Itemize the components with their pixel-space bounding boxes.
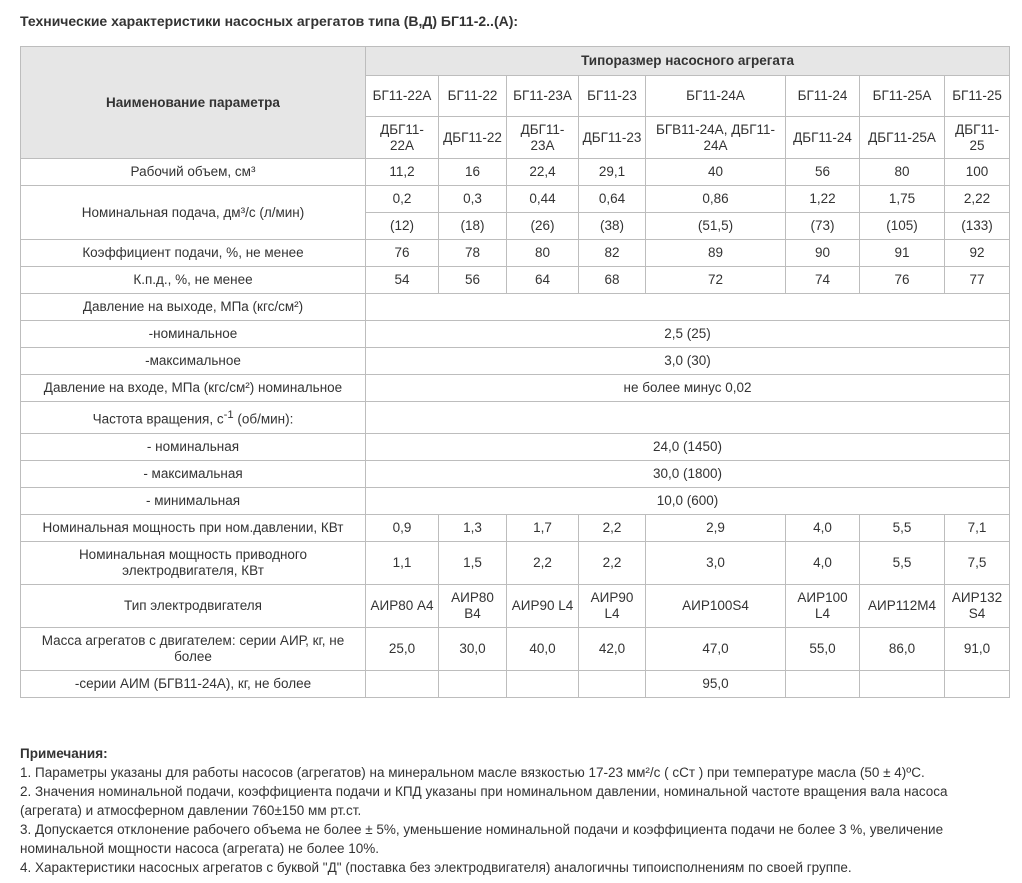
row-inlet-pressure	[21, 375, 1010, 402]
cell	[439, 671, 507, 698]
cell: (18)	[439, 213, 507, 240]
note-item: 2. Значения номинальной подачи, коэффициента подачи и КПД указаны при номинальном давлении, номинальной частоте вращения вала насоса (агрегата) и атмосферном давлении 760±150 мм рт.ст.	[20, 784, 948, 818]
cell	[945, 671, 1010, 698]
cell: 11,2	[366, 159, 439, 186]
cell: 24,0 (1450)	[366, 434, 1010, 461]
param-label: Номинальная мощность приводного электродвигателя, КВт	[21, 542, 366, 585]
cell: 3,0 (30)	[366, 348, 1010, 375]
cell: 76	[860, 267, 945, 294]
cell: 95,0	[646, 671, 786, 698]
cell: АИР80 А4	[366, 585, 439, 628]
cell: 1,75	[860, 186, 945, 213]
cell: 42,0	[579, 628, 646, 671]
model-top: БГ11-24	[786, 76, 860, 117]
cell: (133)	[945, 213, 1010, 240]
cell: АИР112М4	[860, 585, 945, 628]
cell	[786, 671, 860, 698]
cell: (73)	[786, 213, 860, 240]
row-motor-type	[21, 585, 1010, 628]
page-title: Технические характеристики насосных агрегатов типа (В,Д) БГ11-2..(А):	[20, 13, 519, 29]
model-bottom: БГВ11-24А, ДБГ11-24А	[646, 117, 786, 159]
cell: 82	[579, 240, 646, 267]
cell: 54	[366, 267, 439, 294]
param-label: Тип электродвигателя	[21, 585, 366, 628]
cell: 1,5	[439, 542, 507, 585]
cell: 77	[945, 267, 1010, 294]
param-label: - минимальная	[21, 488, 366, 515]
group-header: Типоразмер насосного агрегата	[366, 47, 1010, 76]
param-label: -номинальное	[21, 321, 366, 348]
cell: (26)	[507, 213, 579, 240]
model-bottom: ДБГ11-22А	[366, 117, 439, 159]
cell	[366, 294, 1010, 321]
cell: 86,0	[860, 628, 945, 671]
param-label	[21, 402, 366, 434]
row-flow-coef	[21, 240, 1010, 267]
speed-label: Частота вращения, с	[92, 411, 224, 427]
param-label: Номинальная подача, дм³/с (л/мин)	[21, 186, 366, 240]
notes-section	[20, 744, 1010, 877]
row-speed-nominal	[21, 434, 1010, 461]
row-speed-min	[21, 488, 1010, 515]
model-bottom: ДБГ11-24	[786, 117, 860, 159]
cell: 2,2	[579, 542, 646, 585]
cell: 16	[439, 159, 507, 186]
cell: 90	[786, 240, 860, 267]
param-label: -максимальное	[21, 348, 366, 375]
model-top: БГ11-25А	[860, 76, 945, 117]
cell: 7,1	[945, 515, 1010, 542]
cell: АИР132 S4	[945, 585, 1010, 628]
param-label: -серии АИМ (БГВ11-24А), кг, не более	[21, 671, 366, 698]
cell: 72	[646, 267, 786, 294]
param-label: Рабочий объем, см³	[21, 159, 366, 186]
model-bottom: ДБГ11-23А	[507, 117, 579, 159]
row-outlet-nominal	[21, 321, 1010, 348]
cell: 92	[945, 240, 1010, 267]
cell: не более минус 0,02	[366, 375, 1010, 402]
cell: 80	[860, 159, 945, 186]
cell: 2,2	[579, 515, 646, 542]
cell: АИР100 L4	[786, 585, 860, 628]
param-label: Давление на выходе, МПа (кгс/см²)	[21, 294, 366, 321]
cell: 2,9	[646, 515, 786, 542]
row-volume	[21, 159, 1010, 186]
cell: 0,2	[366, 186, 439, 213]
cell: 4,0	[786, 542, 860, 585]
cell: 47,0	[646, 628, 786, 671]
cell: 22,4	[507, 159, 579, 186]
cell: 100	[945, 159, 1010, 186]
cell: 91	[860, 240, 945, 267]
row-speed	[21, 402, 1010, 434]
cell: 89	[646, 240, 786, 267]
model-top: БГ11-24А	[646, 76, 786, 117]
cell: 10,0 (600)	[366, 488, 1010, 515]
cell: 25,0	[366, 628, 439, 671]
model-bottom: ДБГ11-23	[579, 117, 646, 159]
param-label: Коэффициент подачи, %, не менее	[21, 240, 366, 267]
model-top: БГ11-23А	[507, 76, 579, 117]
row-mass-air	[21, 628, 1010, 671]
cell: АИР80 В4	[439, 585, 507, 628]
row-outlet-pressure	[21, 294, 1010, 321]
speed-label-tail: (об/мин):	[233, 411, 294, 427]
param-header: Наименование параметра	[21, 47, 366, 159]
row-power-nominal	[21, 515, 1010, 542]
cell: 91,0	[945, 628, 1010, 671]
cell: 1,7	[507, 515, 579, 542]
cell: 1,3	[439, 515, 507, 542]
cell: 74	[786, 267, 860, 294]
cell: 0,64	[579, 186, 646, 213]
cell: 55,0	[786, 628, 860, 671]
cell: 4,0	[786, 515, 860, 542]
cell: (51,5)	[646, 213, 786, 240]
cell: 7,5	[945, 542, 1010, 585]
cell	[860, 671, 945, 698]
model-top: БГ11-25	[945, 76, 1010, 117]
model-bottom: ДБГ11-22	[439, 117, 507, 159]
param-label: Давление на входе, МПа (кгс/см²) номинальное	[21, 375, 366, 402]
row-motor-power	[21, 542, 1010, 585]
cell: 3,0	[646, 542, 786, 585]
param-label: Масса агрегатов с двигателем: серии АИР, кг, не более	[21, 628, 366, 671]
model-bottom: ДБГ11-25А	[860, 117, 945, 159]
cell: 0,44	[507, 186, 579, 213]
cell: 5,5	[860, 542, 945, 585]
cell: (38)	[579, 213, 646, 240]
notes-heading: Примечания:	[20, 746, 108, 761]
model-top: БГ11-22	[439, 76, 507, 117]
cell: 56	[786, 159, 860, 186]
param-label: Номинальная мощность при ном.давлении, КВт	[21, 515, 366, 542]
spec-table	[20, 46, 1010, 698]
cell: 40,0	[507, 628, 579, 671]
cell: 2,22	[945, 186, 1010, 213]
cell: 80	[507, 240, 579, 267]
note-item: 4. Характеристики насосных агрегатов с буквой "Д" (поставка без электродвигателя) аналогичны типоисполнениям по своей группе.	[20, 860, 852, 875]
speed-unit-exponent: -1	[223, 409, 234, 422]
cell: 1,22	[786, 186, 860, 213]
note-item: 1. Параметры указаны для работы насосов (агрегатов) на минеральном масле вязкостью 17-23 мм²/с ( сСт ) при температуре масла (50 ± 4)ºС.	[20, 765, 925, 780]
model-top: БГ11-23	[579, 76, 646, 117]
cell: 64	[507, 267, 579, 294]
param-label: К.п.д., %, не менее	[21, 267, 366, 294]
cell	[366, 671, 439, 698]
cell: АИР100S4	[646, 585, 786, 628]
cell: (12)	[366, 213, 439, 240]
cell: 30,0	[439, 628, 507, 671]
param-label: - номинальная	[21, 434, 366, 461]
param-label: - максимальная	[21, 461, 366, 488]
cell: 56	[439, 267, 507, 294]
cell: 0,9	[366, 515, 439, 542]
cell: 40	[646, 159, 786, 186]
row-speed-max	[21, 461, 1010, 488]
cell	[507, 671, 579, 698]
cell: 5,5	[860, 515, 945, 542]
cell: 30,0 (1800)	[366, 461, 1010, 488]
cell: 2,2	[507, 542, 579, 585]
cell: (105)	[860, 213, 945, 240]
row-flow	[21, 186, 1010, 213]
cell: 0,86	[646, 186, 786, 213]
row-mass-aim	[21, 671, 1010, 698]
row-efficiency	[21, 267, 1010, 294]
cell: АИР90 L4	[579, 585, 646, 628]
cell: АИР90 L4	[507, 585, 579, 628]
cell: 76	[366, 240, 439, 267]
cell: 68	[579, 267, 646, 294]
cell: 78	[439, 240, 507, 267]
note-item: 3. Допускается отклонение рабочего объема не более ± 5%, уменьшение номинальной подачи и коэффициента подачи не более 3 %, увеличение номинальной мощности насоса (агрегата) не более 10%.	[20, 822, 944, 856]
cell: 1,1	[366, 542, 439, 585]
cell: 2,5 (25)	[366, 321, 1010, 348]
cell	[366, 402, 1010, 434]
cell: 0,3	[439, 186, 507, 213]
row-outlet-max	[21, 348, 1010, 375]
model-top: БГ11-22А	[366, 76, 439, 117]
cell	[579, 671, 646, 698]
model-bottom: ДБГ11-25	[945, 117, 1010, 159]
cell: 29,1	[579, 159, 646, 186]
